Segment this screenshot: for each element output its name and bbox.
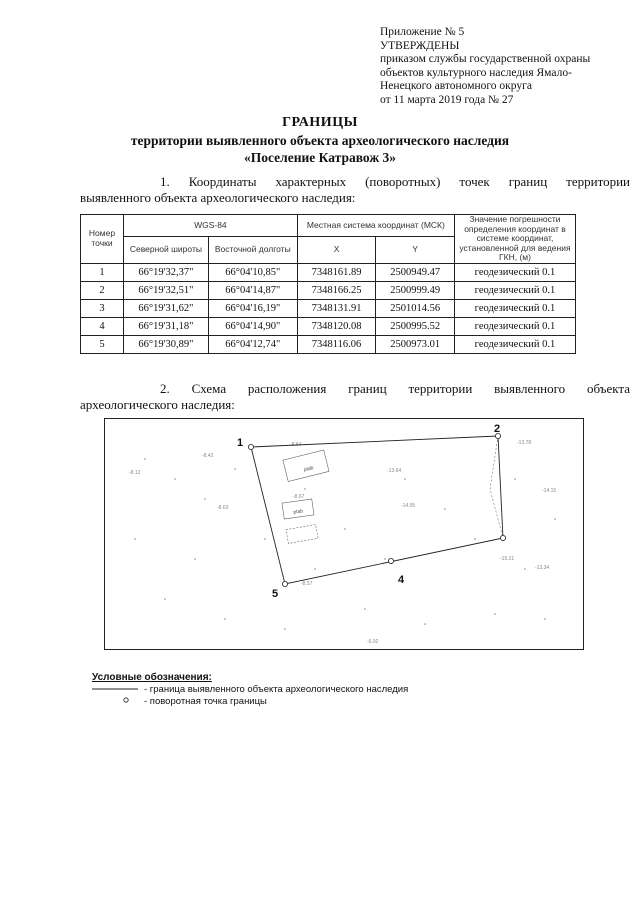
approval-header [380, 26, 590, 108]
col-header-y: Y [376, 236, 455, 263]
border-line-icon [92, 684, 144, 695]
table-row: 3 66°19'31,62" 66°04'16,19" 7348131.91 2501014.56 геодезический 0.1 [81, 299, 576, 317]
col-header-wgs: WGS-84 [124, 215, 298, 237]
section-1-text: 1. Координаты характерных (поворотных) точек границ территории выявленного объекта археологического наследия: [80, 174, 630, 205]
map-drawing [105, 419, 582, 648]
legend-row-point [92, 696, 408, 707]
coordinates-table [80, 214, 576, 354]
col-header-lat: Северной широты [124, 236, 209, 263]
header-line: Приложение № 5 [380, 26, 465, 38]
section-2-text: 2. Схема расположения границ территории выявленного объекта археологического наследия: [80, 381, 630, 412]
col-header-msk: Местная система координат (МСК) [297, 215, 454, 237]
header-line: УТВЕРЖДЕНЫ [380, 39, 460, 52]
elevation-label: -8.67 [293, 494, 305, 500]
header-line: Ненецкого автономного округа [380, 80, 532, 93]
elevation-label: -8.63 [217, 505, 229, 511]
doc-title: ГРАНИЦЫ [282, 115, 358, 130]
col-header-lon: Восточной долготы [208, 236, 297, 263]
col-header-number: Номер точки [81, 215, 124, 264]
site-scheme-map [104, 418, 584, 650]
elevation-label: -14.15 [542, 488, 557, 494]
boundary-point-4 [388, 558, 393, 563]
elevation-label: -6.92 [367, 639, 379, 645]
col-header-x: X [297, 236, 376, 263]
point-label-5: 5 [272, 588, 279, 600]
table-row: 2 66°19'32,51" 66°04'14,87" 7348166.25 2500999.49 геодезический 0.1 [81, 281, 576, 299]
col-header-error: Значение погрешности определения координат в системе координат, установленной для ведения ГКН, (м) [455, 215, 576, 264]
elevation-label: -8.42 [202, 453, 214, 459]
boundary-point-5 [282, 581, 287, 586]
doc-subtitle: территории выявленного объекта археологического наследия [130, 133, 510, 148]
legend-point-text: - поворотная точка границы [144, 696, 267, 707]
elevation-label: -8.12 [129, 470, 141, 476]
boundary-point-3 [500, 535, 505, 540]
header-line: приказом службы государственной охраны [380, 53, 591, 66]
table-row: 4 66°19'31,18" 66°04'14,90" 7348120.08 2500995.52 геодезический 0.1 [81, 317, 576, 335]
site-boundary [251, 436, 503, 584]
pit-label: ptab [303, 465, 315, 474]
header-line: от 11 марта 2019 года № 27 [380, 93, 514, 106]
point-marker-icon [92, 696, 144, 707]
point-label-2: 2 [494, 423, 501, 435]
elevation-label: -13.78 [517, 440, 532, 446]
boundary-point-1 [248, 444, 253, 449]
legend-border-text: - граница выявленного объекта археологического наследия [144, 684, 409, 695]
elevation-label: -8.64 [290, 442, 302, 448]
legend-title: Условные обозначения: [92, 672, 212, 683]
site-name: «Поселение Катравож 3» [244, 150, 396, 165]
legend [92, 672, 408, 707]
elevation-label: -13.34 [535, 565, 550, 571]
pit-label: ptab [293, 508, 304, 516]
point-label-1: 1 [237, 437, 244, 449]
elevation-label: -8.57 [301, 581, 313, 587]
header-line: объектов культурного наследия Ямало- [380, 66, 572, 79]
table-row: 1 66°19'32,37" 66°04'10,85" 7348161.89 2500949.47 геодезический 0.1 [81, 263, 576, 281]
legend-row-border [92, 684, 408, 695]
point-label-4: 4 [398, 574, 405, 586]
elevation-label: -14.05 [401, 503, 416, 509]
elevation-label: -15.21 [500, 556, 515, 562]
table-row: 5 66°19'30,89" 66°04'12,74" 7348116.06 2500973.01 геодезический 0.1 [81, 335, 576, 353]
elevation-label: -13.64 [387, 468, 402, 474]
